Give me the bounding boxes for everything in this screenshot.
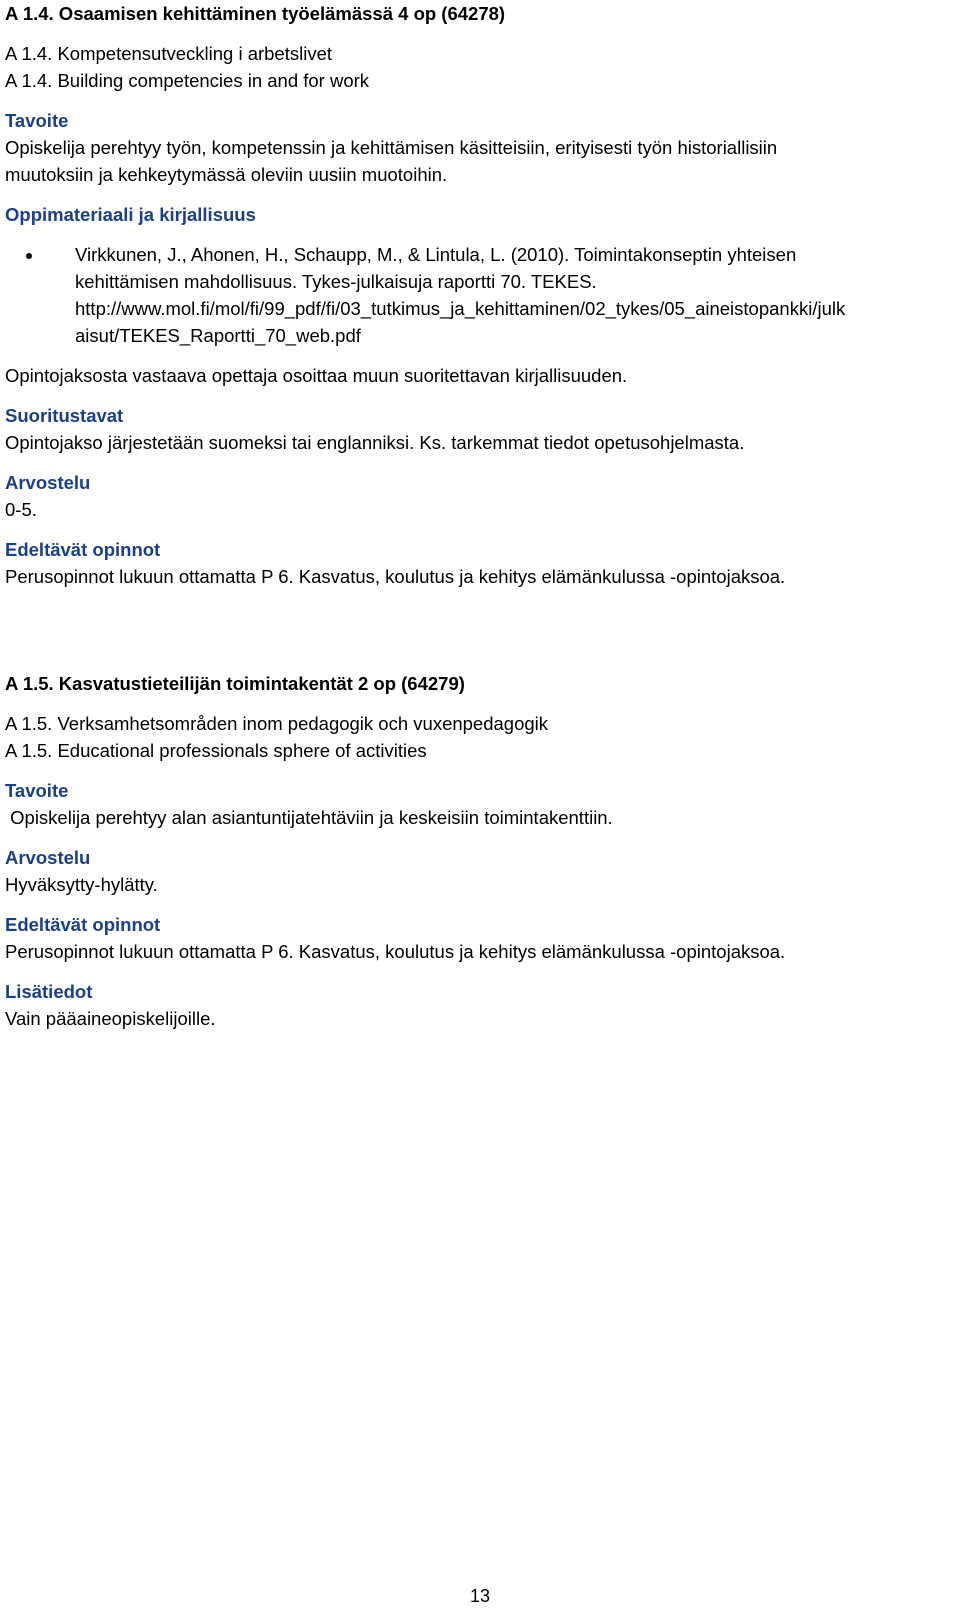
prerequisites-text: Perusopinnot lukuun ottamatta P 6. Kasvatus, koulutus ja kehitys elämänkulussa -opintojaksoa. (5, 941, 786, 962)
course-title-swedish: A 1.5. Verksamhetsområden inom pedagogik och vuxenpedagogik (5, 713, 549, 734)
course-title-swedish: A 1.4. Kompetensutveckling i arbetslivet (5, 43, 333, 64)
grading-text: 0-5. (5, 499, 37, 520)
completion-heading: Suoritustavat (5, 405, 124, 426)
reference-url-line: http://www.mol.fi/mol/fi/99_pdf/fi/03_tutkimus_ja_kehittaminen/02_tykes/05_aineistopankki/julk (75, 298, 846, 319)
course-section-a14 (5, 0, 955, 590)
course-title: A 1.5. Kasvatustieteilijän toimintakentät 2 op (64279) (5, 673, 465, 694)
grading-heading: Arvostelu (5, 847, 91, 868)
reference-line: Virkkunen, J., Ahonen, H., Schaupp, M., & Lintula, L. (2010). Toimintakonseptin yhteisen (75, 244, 797, 265)
goal-heading: Tavoite (5, 780, 69, 801)
reference-item (5, 241, 955, 349)
reference-url-line: aisut/TEKES_Raportti_70_web.pdf (75, 325, 361, 346)
materials-heading: Oppimateriaali ja kirjallisuus (5, 204, 256, 225)
page-number: 13 (469, 1586, 491, 1606)
goal-heading: Tavoite (5, 110, 69, 131)
reference-line: kehittämisen mahdollisuus. Tykes-julkaisuja raportti 70. TEKES. (75, 271, 597, 292)
completion-text: Opintojakso järjestetään suomeksi tai englanniksi. Ks. tarkemmat tiedot opetusohjelmasta. (5, 432, 745, 453)
grading-text: Hyväksytty-hylätty. (5, 874, 158, 895)
bullet-icon (26, 253, 32, 259)
goal-text: Opiskelija perehtyy alan asiantuntijatehtäviin ja keskeisiin toimintakenttiin. (5, 807, 613, 828)
grading-heading: Arvostelu (5, 472, 91, 493)
course-title-english: A 1.4. Building competencies in and for work (5, 70, 370, 91)
goal-text-line: Opiskelija perehtyy työn, kompetenssin ja kehittämisen käsitteisiin, erityisesti työn historiallisiin (5, 137, 778, 158)
document-page (5, 0, 955, 1032)
goal-text-line: muutoksiin ja kehkeytymässä oleviin uusiin muotoihin. (5, 164, 448, 185)
prerequisites-text: Perusopinnot lukuun ottamatta P 6. Kasvatus, koulutus ja kehitys elämänkulussa -opintojaksoa. (5, 566, 786, 587)
additional-info-heading: Lisätiedot (5, 981, 93, 1002)
course-title: A 1.4. Osaamisen kehittäminen työelämässä 4 op (64278) (5, 3, 506, 24)
prerequisites-heading: Edeltävät opinnot (5, 914, 161, 935)
course-section-a15 (5, 670, 955, 1032)
materials-note: Opintojaksosta vastaava opettaja osoittaa muun suoritettavan kirjallisuuden. (5, 365, 628, 386)
prerequisites-heading: Edeltävät opinnot (5, 539, 161, 560)
additional-info-text: Vain pääaineopiskelijoille. (5, 1008, 216, 1029)
reference-list (5, 241, 955, 349)
course-title-english: A 1.5. Educational professionals sphere of activities (5, 740, 427, 761)
